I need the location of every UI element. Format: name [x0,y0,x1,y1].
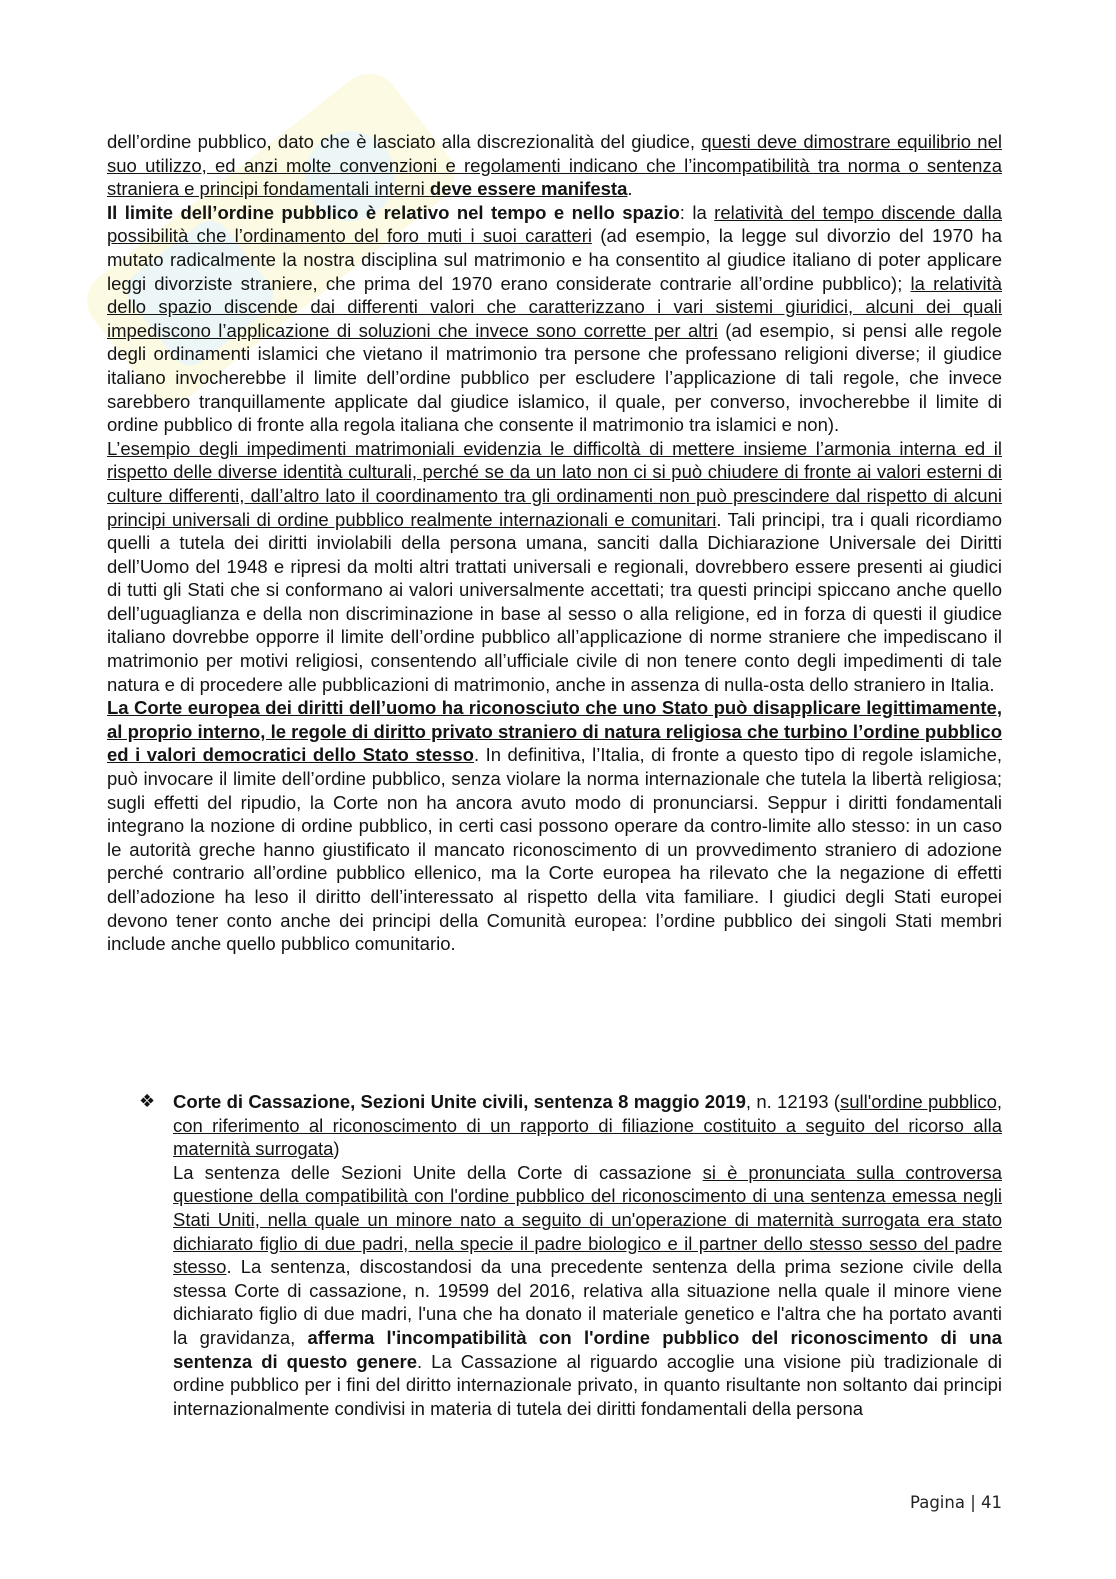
underlined-text: si è pronunciata sulla controversa questione della compatibilità con l'ordine pubblico del riconoscimento di una sentenza emessa negli Stati Uniti, nella quale un minore nato a seguito di un'operazione di maternità surrogata era stato dichiarato figlio di due padri, nella specie il padre biologico e il partner dello stesso sesso del padre stesso [173,1161,1002,1278]
paragraph-3: L’esempio degli impedimenti matrimoniali evidenzia le difficoltà di mettere insieme l’armonia interna ed il rispetto delle diverse identità culturali, perché se da un lato non ci si può chiudere di fronte ai valori esterni di culture differenti, dall’altro lato il coordinamento tra gli ordinamenti non può prescindere dal rispetto di alcuni principi universali di ordine pubblico realmente internazionali e comunitari. Tali principi, tra i quali ricordiamo quelli a tutela dei diritti inviolabili della persona umana, sanciti dalla Dichiarazione Universale dei Diritti dell’Uomo del 1948 e ripresi da molti altri trattati universali e regionali, dovrebbero essere presenti ai giudici di tutti gli Stati che si conformano ai valori universalmente accettati; tra questi principi spiccano anche quello dell’uguaglianza e della non discriminazione in base al sesso o alla religione, ed in forza di questi il giudice italiano dovrebbe opporre il limite dell’ordine pubblico all’applicazione di norme straniere che impediscano il matrimonio per motivi religiosi, consentendo all’ufficiale civile di non tenere conto degli impedimenti di tale natura e di procedere alle pubblicazioni di matrimonio, anche in assenza di nulla-osta dello straniero in Italia. [107,437,1003,695]
bold-underlined-text: deve essere manifesta [429,178,628,200]
underlined-text: la relatività dello spazio discende dai differenti valori che caratterizzano i vari sistemi giuridici, alcuni dei quali impediscono l’applicazione di soluzioni che invece sono corrette per altri [107,272,1002,341]
page-number: Pagina | 41 [910,1493,1002,1512]
bullet-text [173,1090,1002,1420]
underlined-text: questi deve dimostrare equilibrio nel suo utilizzo, ed anzi molte convenzioni e regolamenti indicano che l’incompatibilità tra norma o sentenza straniera e principi fondamentali interni [107,131,1002,200]
document-body [107,130,1002,956]
paragraph-4: La Corte europea dei diritti dell’uomo ha riconosciuto che uno Stato può disapplicare legittimamente, al proprio interno, le regole di diritto privato straniero di natura religiosa che turbino l’ordine pubblico ed i valori democratici dello Stato stesso. In definitiva, l’Italia, di fronte a questo tipo di regole islamiche, può invocare il limite dell’ordine pubblico, senza violare la norma internazionale che tutela la libertà religiosa; sugli effetti del ripudio, la Corte non ha ancora avuto modo di pronunciarsi. Seppur i diritti fondamentali integrano la nozione di ordine pubblico, in certi casi possono operare da contro-limite allo stesso: in un caso le autorità greche hanno giustificato il mancato riconoscimento di un provvedimento straniero di adozione perché contrario all’ordine pubblico ellenico, ma la Corte europea ha rilevato che la negazione di effetti dell’adozione ha leso il diritto dell’interessato al rispetto della vita familiare. I giudici degli Stati europei devono tener conto anche dei principi della Comunità europea: l’ordine pubblico dei singoli Stati membri include anche quello pubblico comunitario. [107,697,1003,955]
bold-text: afferma l'incompatibilità con l'ordine pubblico del riconoscimento di una sentenza di questo genere [173,1326,1002,1372]
paragraph-2: Il limite dell’ordine pubblico è relativo nel tempo e nello spazio: la relatività del tempo discende dalla possibilità che l’ordinamento del foro muti i suoi caratteri (ad esempio, la legge sul divorzio del 1970 ha mutato radicalmente la nostra disciplina sul matrimonio e ha consentito al giudice italiano di poter applicare leggi divorziste straniere, che prima del 1970 erano considerate contrarie all’ordine pubblico); la relatività dello spazio discende dai differenti valori che caratterizzano i vari sistemi giuridici, alcuni dei quali impediscono l’applicazione di soluzioni che invece sono corrette per altri (ad esempio, si pensi alle regole degli ordinamenti islamici che vietano il matrimonio tra persone che professano religioni diverse; il giudice italiano invocherebbe il limite dell’ordine pubblico per escludere l’applicazione di tali regole, che invece sarebbero tranquillamente applicate dal giudice islamico, il quale, per converso, invocherebbe il limite di ordine pubblico di fronte alla regola italiana che consente il matrimonio tra islamici e non). [107,201,1003,436]
bullet-heading: Corte di Cassazione, Sezioni Unite civili, sentenza 8 maggio 2019, n. 12193 (sull'ordine pubblico, con riferimento al riconoscimento di un rapporto di filiazione costituito a seguito del ricorso alla maternità surrogata) [173,1091,1003,1160]
bullet-body: La sentenza delle Sezioni Unite della Corte di cassazione si è pronunciata sulla controversa questione della compatibilità con l'ordine pubblico del riconoscimento di una sentenza emessa negli Stati Uniti, nella quale un minore nato a seguito di un'operazione di maternità surrogata era stato dichiarato figlio di due padri, nella specie il padre biologico e il partner dello stesso sesso del padre stesso. La sentenza, discostandosi da una precedente sentenza della prima sezione civile della stessa Corte di cassazione, n. 19599 del 2016, relativa alla situazione nella quale il minore viene dichiarato figlio di due madri, l'una che ha donato il materiale genetico e l'altra che ha portato avanti la gravidanza, afferma l'incompatibilità con l'ordine pubblico del riconoscimento di una sentenza di questo genere. La Cassazione al riguardo accoglie una visione più tradizionale di ordine pubblico per i fini del diritto internazionale privato, in quanto risultante non soltanto dai principi internazionalmente condivisi in materia di tutela dei diritti fondamentali della persona [173,1161,1002,1419]
paragraph-1: dell’ordine pubblico, dato che è lasciato alla discrezionalità del giudice, questi deve dimostrare equilibrio nel suo utilizzo, ed anzi molte convenzioni e regolamenti indicano che l’incompatibilità tra norma o sentenza straniera e principi fondamentali interni deve essere manifesta. [107,131,1002,200]
bold-text: Corte di Cassazione, Sezioni Unite civili, sentenza 8 maggio 2019 [173,1091,746,1112]
bold-underlined-text: La Corte europea dei diritti dell’uomo ha riconosciuto che uno Stato può disapplicare legittimamente, al proprio interno, le regole di diritto privato straniero di natura religiosa che turbino l’ordine pubblico ed i valori democratici dello Stato stesso [107,697,1002,766]
underlined-text: sull'ordine pubblico, con riferimento al riconoscimento di un rapporto di filiazione costituito a seguito del ricorso alla maternità surrogata [173,1091,1003,1160]
diamond-bullet-icon: ❖ [139,1091,156,1111]
underlined-text: relatività del tempo discende dalla possibilità che l’ordinamento del foro muti i suoi caratteri [107,201,1002,247]
bold-text: Il limite dell’ordine pubblico è relativo nel tempo e nello spazio [107,201,680,223]
underlined-text: L’esempio degli impedimenti matrimoniali evidenzia le difficoltà di mettere insieme l’armonia interna ed il rispetto delle diverse identità culturali, perché se da un lato non ci si può chiudere di fronte ai valori esterni di culture differenti, dall’altro lato il coordinamento tra gli ordinamenti non può prescindere dal rispetto di alcuni principi universali di ordine pubblico realmente internazionali e comunitari [107,437,1002,530]
